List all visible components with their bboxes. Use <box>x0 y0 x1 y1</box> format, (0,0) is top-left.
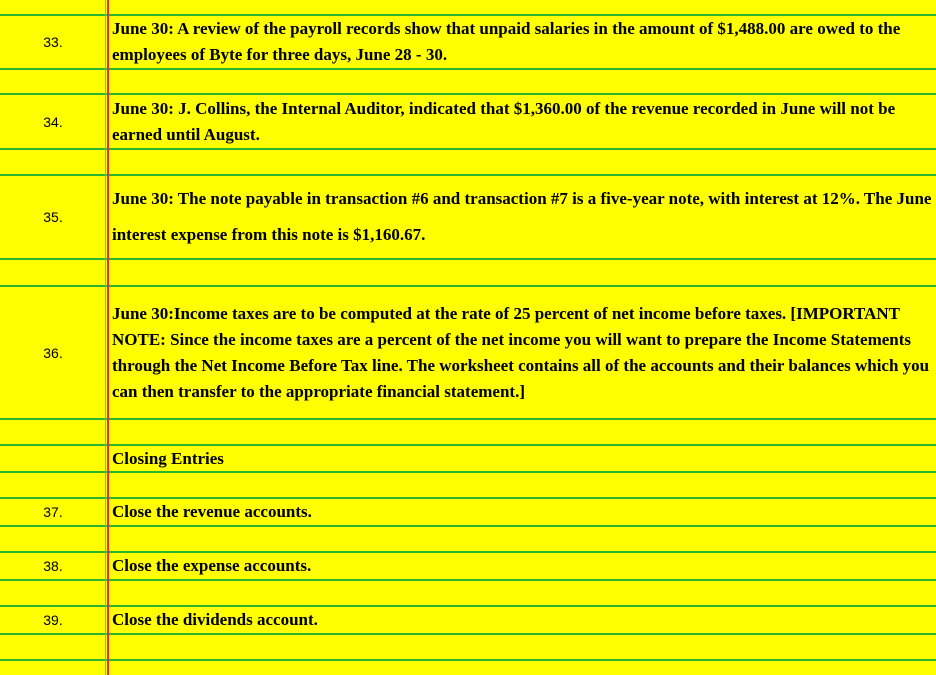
table-row <box>0 287 936 418</box>
rule-line <box>0 258 936 260</box>
row-text: Close the dividends account. <box>112 610 318 629</box>
row-text: June 30: The note payable in transaction #6 and transaction #7 is a five-year note, with interest at 12%. The June interest expense from this note is $1,160.67. <box>112 189 932 244</box>
row-number: 34. <box>43 113 63 130</box>
table-row <box>0 499 936 525</box>
row-number: 38. <box>43 558 63 574</box>
table-row <box>0 95 936 148</box>
row-text: June 30: A review of the payroll records show that unpaid salaries in the amount of $1,488.00 are owed to the employees of Byte for three days, June 28 - 30. <box>112 19 901 64</box>
section-heading: Closing Entries <box>112 448 224 468</box>
rule-line <box>0 148 936 150</box>
row-number: 39. <box>43 612 63 628</box>
section-heading-row <box>0 446 936 471</box>
table-row <box>0 176 936 258</box>
rule-line <box>0 525 936 527</box>
table-row <box>0 607 936 633</box>
row-text: June 30:Income taxes are to be computed at the rate of 25 percent of net income before taxes. [IMPORTANT NOTE: Since the income taxes are a percent of the net income you will want to prepare the Income Statements through the Net Income Before Tax line. The worksheet contains all of the accounts and their balances which you can then transfer to the appropriate financial statement.] <box>112 303 930 401</box>
rule-line <box>0 579 936 581</box>
row-number: 33. <box>43 34 63 50</box>
rule-line <box>0 68 936 70</box>
rule-line <box>0 659 936 661</box>
row-number <box>0 446 106 471</box>
table-row <box>0 16 936 68</box>
margin-line <box>107 0 109 675</box>
row-text: June 30: J. Collins, the Internal Auditor, indicated that $1,360.00 of the revenue recorded in June will not be earned until August. <box>112 98 896 144</box>
rule-line <box>0 633 936 635</box>
row-text: Close the expense accounts. <box>112 556 312 575</box>
rule-line <box>0 418 936 420</box>
row-number: 37. <box>43 504 63 520</box>
column-divider <box>105 0 106 675</box>
row-text: Close the revenue accounts. <box>112 502 312 521</box>
table-row <box>0 553 936 579</box>
row-number: 35. <box>43 209 63 225</box>
row-number: 36. <box>43 344 63 361</box>
